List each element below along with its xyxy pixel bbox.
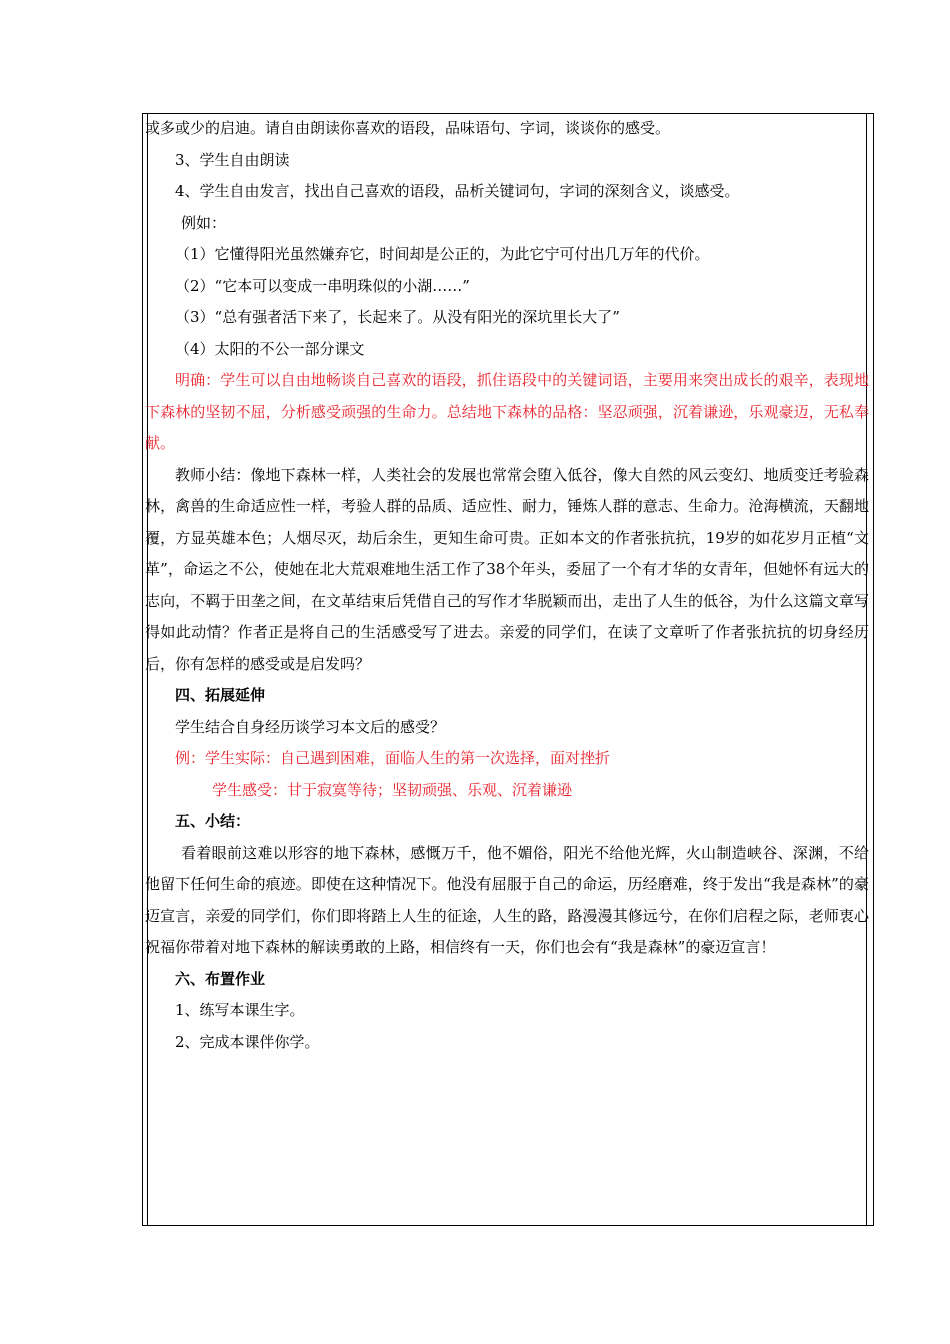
section-heading: 五、小结： xyxy=(175,812,251,830)
clarify-paragraph: 明确：学生可以自由地畅谈自己喜欢的语段，抓住语段中的关键词语，主要用来突出成长的艰辛，表现地下森林的坚韧不屈，分析感受顽强的生命力。总结地下森林的品格：坚忍顽强，沉着谦逊，乐观豪迈，无私奉献。 xyxy=(145,371,869,452)
summary-paragraph: 看着眼前这难以形容的地下森林，感慨万千，他不媚俗，阳光不给他光辉，火山制造峡谷、深渊，不给他留下任何生命的痕迹。即使在这种情况下。他没有屈服于自己的命运，历经磨难，终于发出“我是森林”的豪迈宣言，亲爱的同学们，你们即将踏上人生的征途，人生的路，路漫漫其修远兮，在你们启程之际，老师衷心祝福你带着对地下森林的解读勇敢的上路，相信终有一天，你们也会有“我是森林”的豪迈宣言！ xyxy=(145,843,869,956)
homework-item: 2、完成本课伴你学。 xyxy=(175,1032,320,1051)
example-line: 学生感受：甘于寂寞等待；坚韧顽强、乐观、沉着谦逊 xyxy=(212,780,573,799)
text-line: 3、学生自由朗读 xyxy=(175,150,290,169)
text-line: 或多或少的启迪。请自由朗读你喜欢的语段，品味语句、字词，谈谈你的感受。 xyxy=(145,119,671,137)
text-line: （2）“它本可以变成一串明珠似的小湖……” xyxy=(175,276,470,295)
text-line: （3）“总有强者活下来了，长起来了。从没有阳光的深坑里长大了” xyxy=(175,308,620,326)
section-heading: 四、拓展延伸 xyxy=(175,686,266,704)
section-heading: 六、布置作业 xyxy=(175,969,266,988)
homework-item: 1、练写本课生字。 xyxy=(175,1001,305,1019)
text-line: （1）它懂得阳光虽然嫌弃它，时间却是公正的，为此它宁可付出几万年的代价。 xyxy=(175,245,710,263)
text-line: （4）太阳的不公一部分课文 xyxy=(175,339,365,358)
text-line: 4、学生自由发言，找出自己喜欢的语段，品析关键词句，字词的深刻含义，谈感受。 xyxy=(175,182,740,200)
lesson-content xyxy=(145,113,869,1058)
text-line: 学生结合自身经历谈学习本文后的感受？ xyxy=(175,717,446,736)
example-line: 例：学生实际：自己遇到困难，面临人生的第一次选择，面对挫折 xyxy=(175,749,611,767)
text-line: 例如： xyxy=(181,213,227,232)
teacher-summary-paragraph: 教师小结：像地下森林一样，人类社会的发展也常常会堕入低谷，像大自然的风云变幻、地质变迁考验森林，禽兽的生命适应性一样，考验人群的品质、适应性、耐力，锤炼人群的意志、生命力。沧海横流，天翻地覆，方显英雄本色；人烟尽灭，劫后余生，更知生命可贵。正如本文的作者张抗抗，19岁的如花岁月正植“文革”，命运之不公，使她在北大荒艰难地生活工作了38个年头，委屈了一个有才华的女青年，但她怀有远大的志向，不羁于田垄之间，在文革结束后凭借自己的写作才华脱颖而出，走出了人生的低谷，为什么这篇文章写得如此动情？作者正是将自己的生活感受写了进去。亲爱的同学们，在读了文章听了作者张抗抗的切身经历后，你有怎样的感受或是启发吗？ xyxy=(145,465,869,673)
